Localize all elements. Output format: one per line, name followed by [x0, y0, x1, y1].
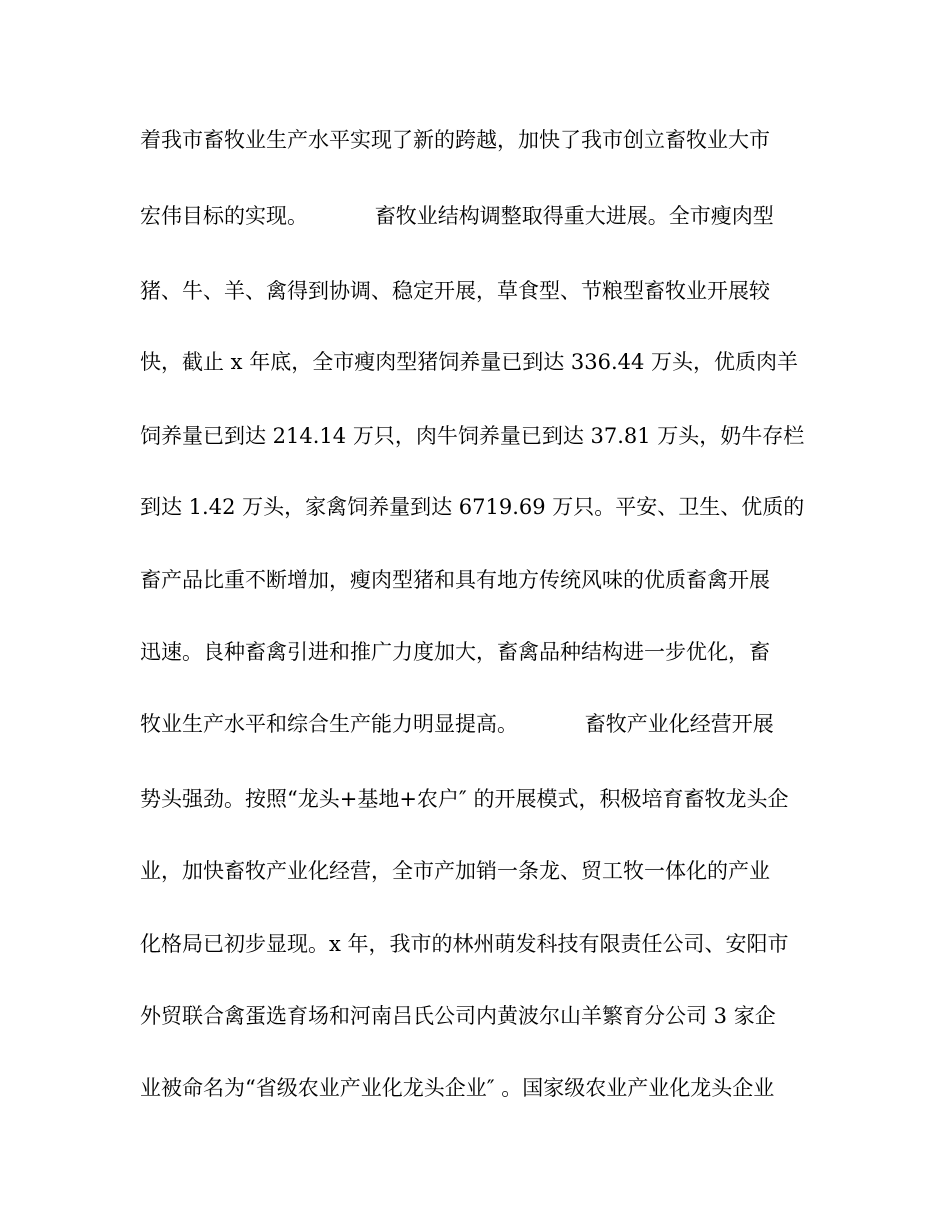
paragraph-line: 迅速。良种畜禽引进和推广力度加大，畜禽品种结构进一步优化，畜: [140, 640, 770, 664]
paragraph-line: 势头强劲。按照“龙头+基地+农户″ 的开展模式，积极培育畜牧龙头企: [140, 787, 789, 811]
paragraph-line: 外贸联合禽蛋选育场和河南吕氏公司内黄波尔山羊繁育分公司 3 家企: [140, 1004, 776, 1028]
paragraph-line: 业被命名为“省级农业产业化龙头企业″ 。国家级农业产业化龙头企业: [140, 1076, 775, 1100]
paragraph-line: 业，加快畜牧产业化经营，全市产加销一条龙、贸工牧一体化的产业: [140, 859, 770, 883]
paragraph-line: 着我市畜牧业生产水平实现了新的跨越，加快了我市创立畜牧业大市: [140, 128, 770, 152]
paragraph-line: 牧业生产水平和综合生产能力明显提高。 畜牧产业化经营开展: [140, 712, 774, 736]
paragraph-line: 化格局已初步显现。x 年，我市的林州萌发科技有限责任公司、安阳市: [140, 932, 789, 956]
paragraph-line: 畜产品比重不断增加，瘦肉型猪和具有地方传统风味的优质畜禽开展: [140, 568, 770, 592]
paragraph-line: 快，截止 x 年底，全市瘦肉型猪饲养量已到达 336.44 万头，优质肉羊: [140, 350, 799, 374]
paragraph-line: 猪、牛、羊、禽得到协调、稳定开展，草食型、节粮型畜牧业开展较: [140, 279, 770, 303]
paragraph-line: 宏伟目标的实现。 畜牧业结构调整取得重大进展。全市瘦肉型: [140, 204, 774, 228]
paragraph-line: 饲养量已到达 214.14 万只，肉牛饲养量已到达 37.81 万头，奶牛存栏: [140, 424, 805, 448]
paragraph-line: 到达 1.42 万头，家禽饲养量到达 6719.69 万只。平安、卫生、优质的: [140, 495, 805, 519]
